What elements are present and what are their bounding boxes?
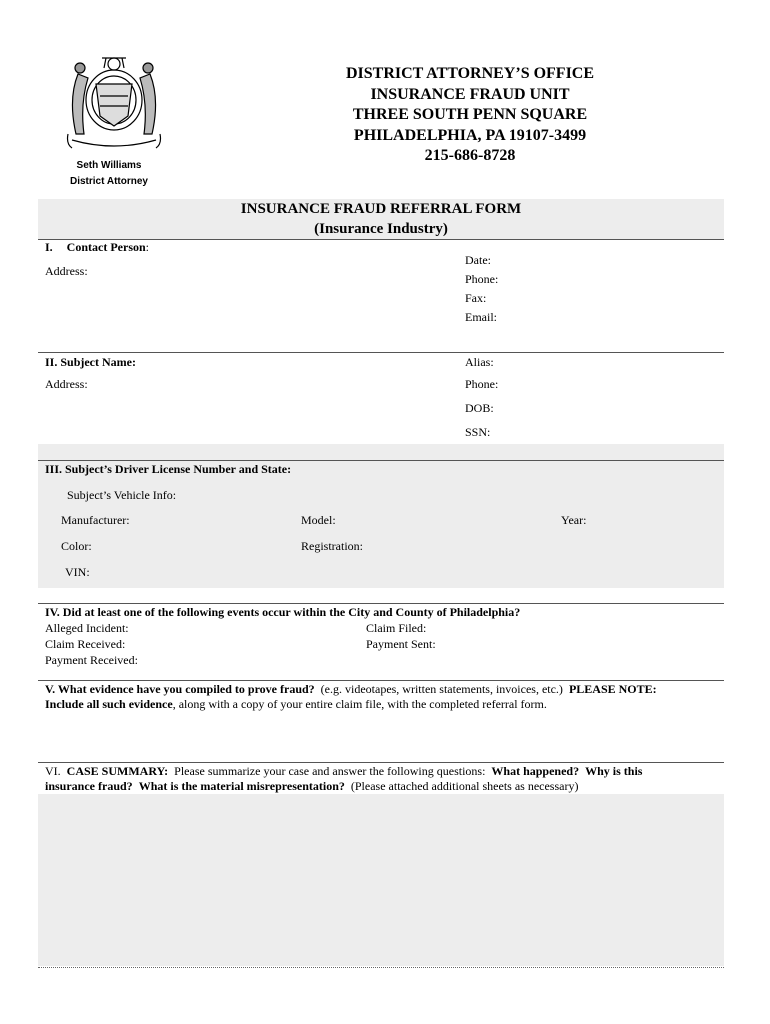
- section2-heading: II. Subject Name:: [45, 355, 136, 369]
- payment-sent-field[interactable]: Payment Sent:: [366, 637, 436, 651]
- contact-date-field[interactable]: Date:: [465, 253, 491, 267]
- section6-heading: [45, 764, 642, 779]
- question-misrepresentation: What is the material misrepresentation?: [138, 779, 345, 793]
- official-title: District Attorney: [70, 176, 148, 187]
- form-title-block: [38, 199, 724, 239]
- section5-include-evidence: Include all such evidence: [45, 697, 173, 711]
- payment-received-field[interactable]: Payment Received:: [45, 653, 138, 667]
- form-subtitle: (Insurance Industry): [314, 221, 448, 237]
- vehicle-year-field[interactable]: Year:: [561, 513, 587, 527]
- section5-heading: [45, 682, 657, 697]
- section4-heading: IV. Did at least one of the following events occur within the City and County of Philadelphia?: [45, 605, 521, 619]
- contact-fax-field[interactable]: Fax:: [465, 291, 487, 305]
- subject-address-field[interactable]: Address:: [45, 377, 88, 391]
- question-why-fraud-end: insurance fraud?: [45, 779, 133, 793]
- vehicle-registration-field[interactable]: Registration:: [301, 539, 363, 553]
- vehicle-info-label: Subject’s Vehicle Info:: [67, 488, 177, 502]
- office-line: PHILADELPHIA, PA 19107-3499: [353, 126, 587, 144]
- contact-email-field[interactable]: Email:: [465, 310, 497, 324]
- section6-number: VI.: [45, 764, 67, 778]
- bottom-divider: [38, 967, 724, 968]
- question-why-fraud-start: Why is this: [585, 764, 643, 778]
- divider: [38, 352, 724, 353]
- section1-number: I.: [45, 240, 53, 254]
- section5-instructions: [45, 697, 547, 712]
- vehicle-color-field[interactable]: Color:: [61, 539, 92, 553]
- contact-address-field[interactable]: Address:: [45, 264, 88, 278]
- office-line: THREE SOUTH PENN SQUARE: [352, 106, 588, 123]
- please-note-label: PLEASE NOTE:: [568, 682, 657, 696]
- alleged-incident-field[interactable]: Alleged Incident:: [45, 621, 129, 635]
- subject-phone-field[interactable]: Phone:: [465, 377, 499, 391]
- section1-label: Contact Person: [66, 240, 146, 254]
- section3-heading: III. Subject’s Driver License Number and State:: [45, 462, 292, 476]
- section5-examples: (e.g. videotapes, written statements, invoices, etc.): [314, 682, 569, 696]
- case-summary-label: CASE SUMMARY:: [66, 764, 169, 778]
- vehicle-vin-field[interactable]: VIN:: [65, 565, 90, 579]
- subject-alias-field[interactable]: Alias:: [465, 355, 494, 369]
- case-summary-instruction: Please summarize your case and answer the following questions:: [168, 764, 492, 778]
- divider: [38, 680, 724, 681]
- divider: [38, 762, 724, 763]
- city-seal-icon: [58, 44, 170, 154]
- office-line: INSURANCE FRAUD UNIT: [370, 85, 570, 103]
- section6-heading-line2: [45, 779, 578, 794]
- claim-filed-field[interactable]: Claim Filed:: [366, 621, 427, 635]
- office-line: DISTRICT ATTORNEY’S OFFICE: [345, 65, 595, 82]
- vehicle-manufacturer-field[interactable]: Manufacturer:: [61, 513, 130, 527]
- official-name: Seth Williams: [76, 160, 142, 171]
- subject-ssn-field[interactable]: SSN:: [465, 425, 491, 439]
- claim-received-field[interactable]: Claim Received:: [45, 637, 126, 651]
- subject-dob-field[interactable]: DOB:: [465, 401, 494, 415]
- office-phone: 215-686-8728: [424, 147, 516, 164]
- contact-phone-field[interactable]: Phone:: [465, 272, 499, 286]
- vehicle-model-field[interactable]: Model:: [301, 513, 336, 527]
- divider: [38, 603, 724, 604]
- case-summary-textarea[interactable]: [38, 794, 724, 966]
- form-title: INSURANCE FRAUD REFERRAL FORM: [240, 201, 522, 217]
- section5-instruction-text: , along with a copy of your entire claim file, with the completed referral form.: [172, 697, 547, 711]
- section1-heading: [45, 240, 149, 255]
- section3-band: [38, 461, 724, 588]
- official-signature: [60, 158, 158, 190]
- shaded-band: [38, 444, 724, 460]
- additional-sheets-note: (Please attached additional sheets as necessary): [344, 779, 579, 793]
- question-what-happened: What happened?: [491, 764, 580, 778]
- section5-question: V. What evidence have you compiled to prove fraud?: [45, 682, 315, 696]
- office-address-block: [300, 64, 640, 167]
- section1-colon: :: [145, 240, 149, 254]
